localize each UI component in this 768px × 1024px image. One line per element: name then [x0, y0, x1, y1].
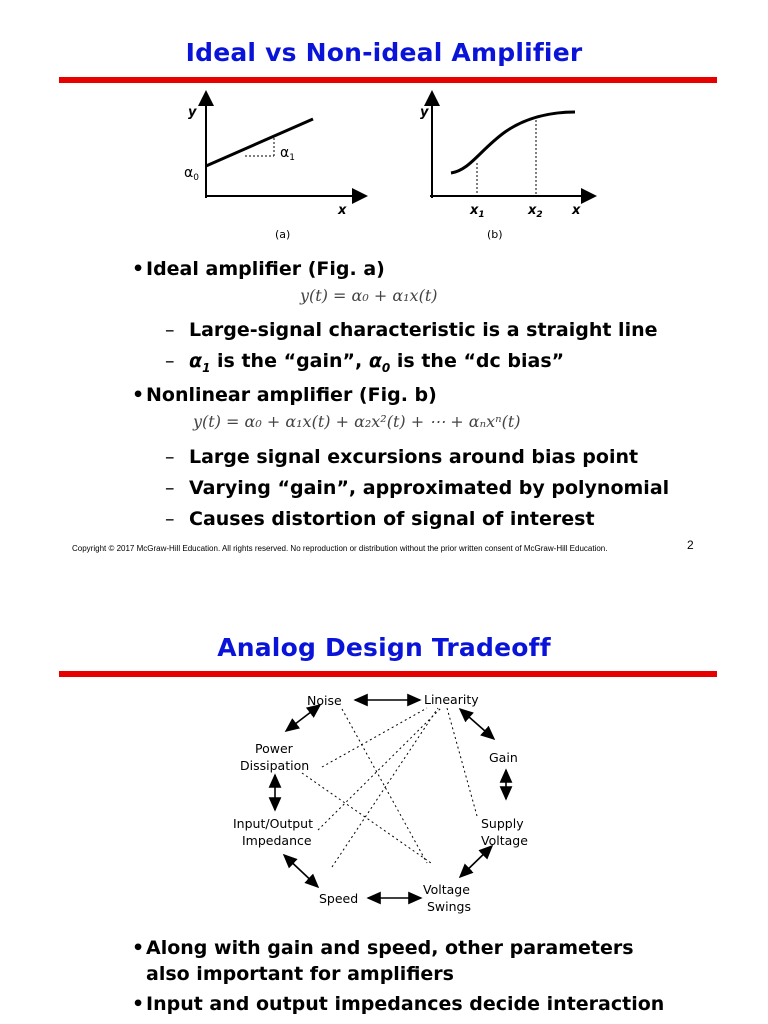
figure-b-caption: (b) — [487, 228, 503, 241]
tradeoff-cross-links — [302, 708, 477, 867]
node-impedance: Impedance — [242, 833, 312, 848]
tradeoff-octagon-diagram — [220, 683, 550, 923]
slide-2 — [0, 595, 768, 1024]
y-axis-label: y — [188, 105, 197, 120]
copyright-notice: Copyright © 2017 McGraw-Hill Education. All rights reserved. No reproduction or distribution without the prior written consent of McGraw-Hill Education. — [72, 544, 608, 553]
slide-title: Analog Design Tradeoff — [217, 633, 551, 662]
node-voltage-swings-1: Voltage — [423, 882, 470, 897]
node-dissipation: Dissipation — [240, 758, 310, 773]
equation-nonlinear: y(t) = α₀ + α₁x(t) + α₂x²(t) + ⋯ + αₙxⁿ(t) — [193, 412, 521, 431]
sub-bullet-gain-bias: – $\alpha_1$ is the “gain”, $\alpha_0$ is the “dc bias” — [165, 350, 565, 375]
bullet-nonlinear-amplifier: • Nonlinear amplifier (Fig. b) — [132, 384, 437, 406]
sub-bullet-varying-gain: – Varying “gain”, approximated by polynomial — [165, 477, 670, 499]
edge-power-noise — [286, 705, 320, 731]
node-linearity: Linearity — [424, 692, 479, 707]
edge-speed-io — [284, 855, 318, 887]
node-power: Power — [255, 741, 293, 756]
bullet-ideal-amplifier: • Ideal amplifier (Fig. a) — [132, 258, 385, 280]
intercept-label: $\alpha_0$ — [184, 165, 199, 183]
x-axis-label: x — [338, 203, 347, 218]
figure-a-linear-plot — [170, 90, 380, 250]
x-axis-label: x — [572, 203, 581, 218]
node-speed: Speed — [319, 891, 359, 906]
nonlinear-characteristic — [451, 112, 575, 173]
x2-label: $x_2$ — [528, 203, 543, 220]
slide-title: Ideal vs Non-ideal Amplifier — [185, 38, 583, 67]
node-voltage: Voltage — [481, 833, 528, 848]
node-voltage-swings-2: Swings — [427, 899, 472, 914]
linear-characteristic — [206, 119, 313, 166]
figure-b-nonlinear-plot — [415, 90, 605, 250]
sub-bullet-distortion: – Causes distortion of signal of interest — [165, 508, 595, 530]
sub-bullet-excursions: – Large signal excursions around bias point — [165, 446, 639, 468]
equation-ideal: y(t) = α₀ + α₁x(t) — [300, 286, 438, 305]
slope-label: $\alpha_1$ — [280, 145, 295, 163]
y-axis-label: y — [420, 105, 429, 120]
node-gain: Gain — [489, 750, 518, 765]
node-input-output: Input/Output — [233, 816, 313, 831]
title-underline — [59, 77, 717, 83]
bullet-impedances: • Input and output impedances decide interaction — [132, 993, 665, 1015]
figure-a-caption: (a) — [275, 228, 291, 241]
title-underline — [59, 671, 717, 677]
node-noise: Noise — [307, 693, 342, 708]
edge-supply-swings — [460, 846, 492, 877]
sub-bullet-straight-line: – Large-signal characteristic is a straight line — [165, 319, 658, 341]
tradeoff-ring — [275, 700, 506, 898]
x1-label: $x_1$ — [470, 203, 485, 220]
node-supply: Supply — [481, 816, 524, 831]
bullet-other-parameters: • Along with gain and speed, other parameters also important for amplifiers — [132, 937, 634, 985]
edge-linearity-gain — [460, 709, 494, 739]
page-number: 2 — [687, 538, 694, 552]
